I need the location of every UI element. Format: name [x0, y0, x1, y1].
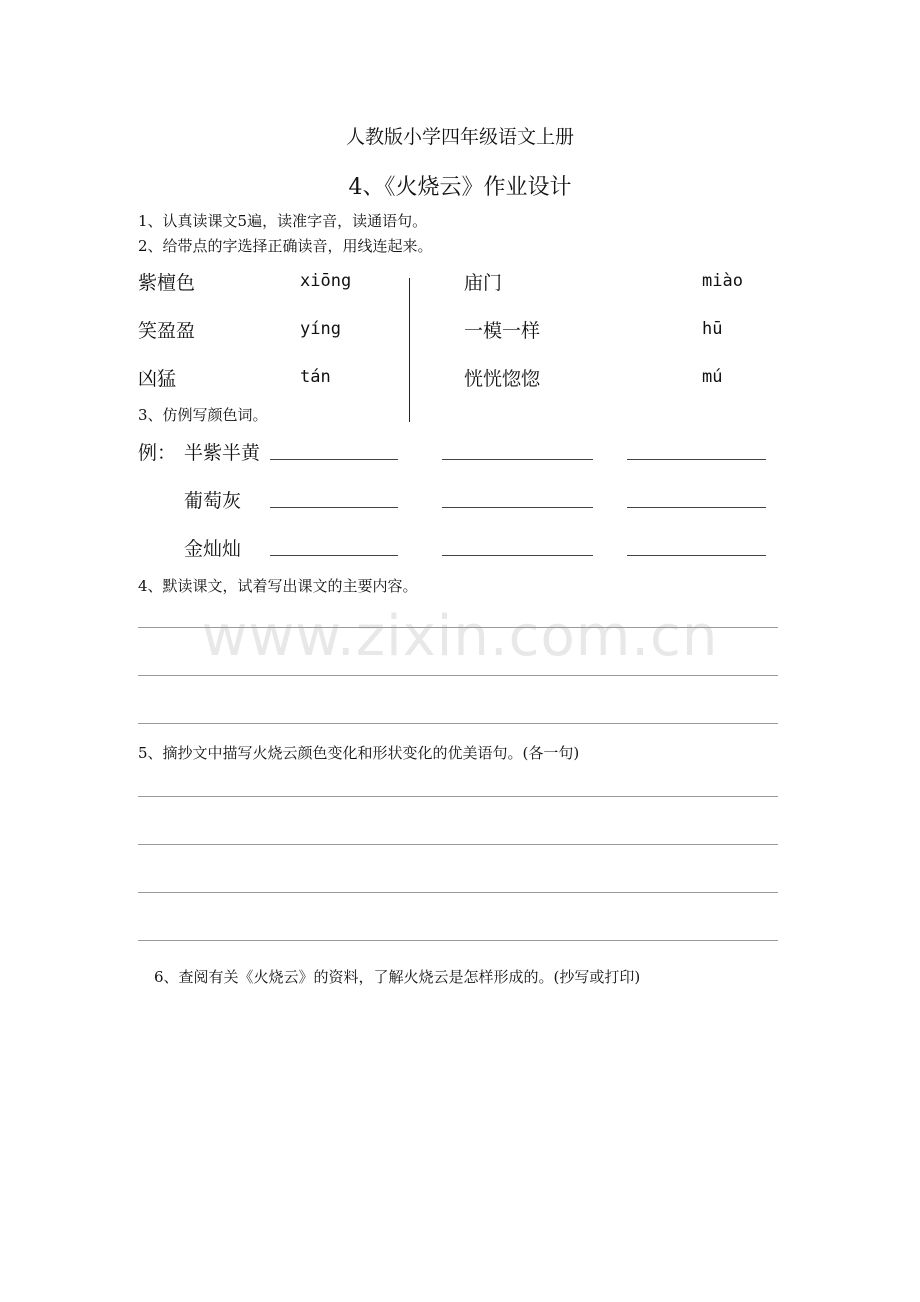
- page-subtitle: 4、《火烧云》作业设计: [348, 175, 572, 200]
- answer-line-q5-4[interactable]: [138, 940, 778, 941]
- match-left-word-3: 凶猛: [138, 368, 177, 390]
- match-right-word-2: 一模一样: [464, 320, 541, 342]
- answer-line-q4-3[interactable]: [138, 723, 778, 724]
- blank-line-1b[interactable]: [442, 459, 593, 460]
- blank-line-3b[interactable]: [442, 555, 593, 556]
- answer-line-q4-2[interactable]: [138, 675, 778, 676]
- column-divider: [409, 278, 410, 422]
- color-word-row-3: 金灿灿: [184, 538, 242, 560]
- question-3-prompt: 3、仿例写颜色词。: [138, 406, 268, 424]
- color-word-row-1: 半紫半黄: [184, 442, 261, 464]
- example-label: 例：: [138, 442, 177, 464]
- match-left-word-2: 笑盈盈: [138, 320, 196, 342]
- answer-line-q5-2[interactable]: [138, 844, 778, 845]
- match-left-pinyin-1: xiōng: [300, 271, 352, 291]
- match-left-pinyin-2: yíng: [300, 319, 341, 339]
- question-2-prompt: 2、给带点的字选择正确读音，用线连起来。: [138, 237, 433, 255]
- match-left-word-1: 紫檀色: [138, 272, 196, 294]
- blank-line-1c[interactable]: [627, 459, 766, 460]
- question-6: 6、查阅有关《火烧云》的资料，了解火烧云是怎样形成的。(抄写或打印): [154, 968, 641, 986]
- blank-line-3a[interactable]: [270, 555, 398, 556]
- question-4: 4、默读课文，试着写出课文的主要内容。: [138, 577, 418, 595]
- page-title: 人教版小学四年级语文上册: [345, 126, 574, 148]
- blank-line-2b[interactable]: [442, 507, 593, 508]
- color-word-row-2: 葡萄灰: [184, 490, 242, 512]
- blank-line-1a[interactable]: [270, 459, 398, 460]
- answer-line-q5-3[interactable]: [138, 892, 778, 893]
- match-right-pinyin-2: hū: [702, 319, 723, 339]
- match-right-pinyin-1: miào: [702, 271, 743, 291]
- match-right-pinyin-3: mú: [702, 367, 723, 387]
- question-1: 1、认真读课文5遍，读准字音，读通语句。: [138, 212, 428, 230]
- blank-line-3c[interactable]: [627, 555, 766, 556]
- match-right-word-1: 庙门: [464, 272, 503, 294]
- watermark: www.zixin.com.cn: [201, 604, 719, 669]
- answer-line-q5-1[interactable]: [138, 796, 778, 797]
- answer-line-q4-1[interactable]: [138, 627, 778, 628]
- blank-line-2c[interactable]: [627, 507, 766, 508]
- match-right-word-3: 恍恍惚惚: [464, 368, 541, 390]
- question-5: 5、摘抄文中描写火烧云颜色变化和形状变化的优美语句。(各一句): [138, 744, 580, 762]
- match-left-pinyin-3: tán: [300, 367, 331, 387]
- blank-line-2a[interactable]: [270, 507, 398, 508]
